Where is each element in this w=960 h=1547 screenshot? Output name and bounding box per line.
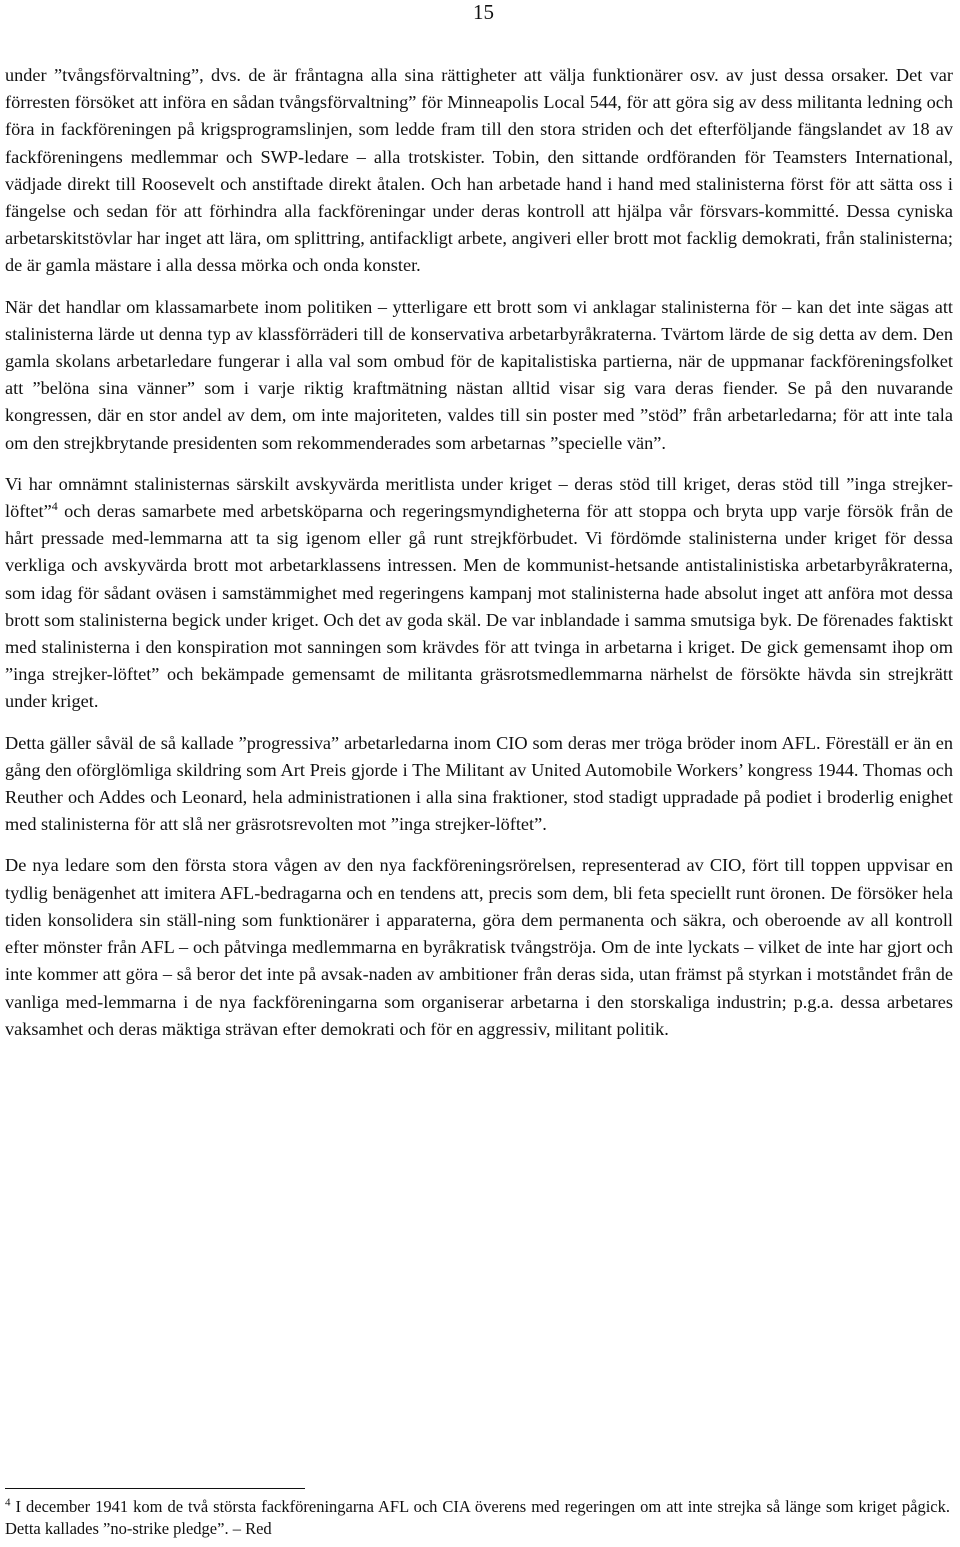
- paragraph-3-text-before: Vi har omnämnt stalinisternas särskilt avskyvärda meritlista under kriget – deras stöd till kriget, deras stöd till ”inga strejker-löftet”: [5, 473, 953, 522]
- paragraph-1: [5, 62, 958, 280]
- paragraph-5-text: De nya ledare som den första stora vågen av den nya fackföreningsrörelsen, representerad av CIO, fört till toppen uppvisar en tydlig benägenhet att imitera AFL-bedragarna och en tendens att, precis som dem, bli feta speciellt runt öronen. De försöker hela tiden konsolidera sin ställ-ning som funktionärer i apparaterna, göra dem permanenta och säkra, och oberoende av all kontroll efter mönster från AFL – och påtvinga medlemmarna en byråkratisk tvångströja. Om de inte lyckats – vilket de inte har gjort och inte kommer att göra – så beror det inte på avsak-naden av ambitioner från deras sida, utan främst på styrkan i motståndet från de vanliga med-lemmarna i de nya fackföreningarna som organiserar arbetarna i den storskaliga industrin; p.g.a. dessa arbetares vaksamhet och deras mäktiga strävan efter demokrati och för en aggressiv, militant politik.: [5, 855, 958, 1039]
- paragraph-1-text: under ”tvångsförvaltning”, dvs. de är fråntagna alla sina rättigheter att välja funktionärer osv. av just dessa orsaker. Det var förresten försöket att införa en sådan tvångsförvaltning” för Minneapolis Local 544, för att göra sig av dess militanta ledning och föra in fackföreningen på krigsprogramslinjen, som ledde fram till den stora striden och det efterföljande fängslandet av 18 av fackföreningens medlemmar och SWP-ledare – alla trotskister. Tobin, den sittande ordföranden för Teamsters International, vädjade direkt till Roosevelt och anstiftade direkt åtalen. Och han arbetade hand i hand med stalinisterna först för att sätta oss i fängelse och sedan för att förhindra alla fackföreningar under deras kontroll att hjälpa vår försvars-kommitté. Dessa cyniska arbetarskitstövlar har inget att lära, om splittring, antifackligt arbete, angiveri eller brott mot facklig demokrati, från stalinisterna; de är gamla mästare i alla dessa mörka och onda konster.: [5, 65, 958, 276]
- footnote-reference: 4: [51, 498, 58, 513]
- paragraph-5: [5, 852, 958, 1042]
- body-text: [5, 62, 958, 1057]
- paragraph-2: [5, 294, 958, 457]
- paragraph-3-text-after: och deras samarbete med arbetsköparna och regeringsmyndigheterna för att stoppa och bryta upp varje försök från de hårt pressade med-lemmarna att ta sig igenom eller gå runt strejkförbudet. Vi fördömde stalinisterna under kriget för dessa verkliga och avskyvärda brott mot arbetarklassens intressen. Men de kommunist-hetsande antistalinistiska arbetarbyråkraterna, som idag för sådant oväsen i samstämmighet med regeringens kampanj mot stalinisterna hade absolut inget att anföra mot dessa brott som stalinisterna begick under kriget. Och det av goda skäl. De var inblandade i samma smutsiga byk. De förenades faktiskt med stalinisterna i den konspiration mot sanningen som krävdes för att tvinga in arbetarna i kriget. De gick gemensamt ihop om ”inga strejker-löftet” och bekämpade gemensamt de militanta gräsrotsmedlemmarna närhelst de försökte hävda sin strejkrätt under kriget.: [5, 501, 958, 712]
- footnote-separator: [5, 1488, 305, 1489]
- paragraph-4: [5, 730, 958, 839]
- paragraph-3: [5, 471, 958, 716]
- footnote: [5, 1496, 955, 1540]
- footnote-mark: 4: [5, 1496, 11, 1509]
- page-number: 15: [473, 0, 494, 24]
- footnote-text: I december 1941 kom de två största fackföreningarna AFL och CIA överens med regeringen om att inte strejka så länge som kriget pågick. Detta kallades ”no-strike pledge”. – Red: [5, 1497, 955, 1538]
- paragraph-4-text: Detta gäller såväl de så kallade ”progressiva” arbetarledarna inom CIO som deras mer tröga bröder inom AFL. Föreställ er än en gång den oförglömliga skildring som Art Preis gjorde i The Militant av United Automobile Workers’ kongress 1944. Thomas och Reuther och Addes och Leonard, hela administrationen i alla sina fraktioner, stod stadigt uppradade på podiet i broderlig enighet med stalinisterna för att slå ner gräsrotsrevolten mot ”inga strejker-löftet”.: [5, 732, 958, 835]
- paragraph-2-text: När det handlar om klassamarbete inom politiken – ytterligare ett brott som vi anklagar stalinisterna för – kan det inte sägas att stalinisterna lärde ut denna typ av klassförräderi till de konservativa arbetarbyråkraterna. Tvärtom lärde de sig detta av dem. Den gamla skolans arbetarledare fungerar i alla val som ombud för de kapitalistiska partierna, när de uppmanar fackföreningsfolket att ”belöna sina vänner” som i varje riktig kraftmätning nästan alltid visar sig vara deras fiender. Se på den nuvarande kongressen, där en stor andel av dem, om inte majoriteten, valdes till sin poster med ”stöd” från arbetarledarna; för att inte tala om den strejkbrytande presidenten som rekommenderades som arbetarnas ”specielle vän”.: [5, 296, 958, 453]
